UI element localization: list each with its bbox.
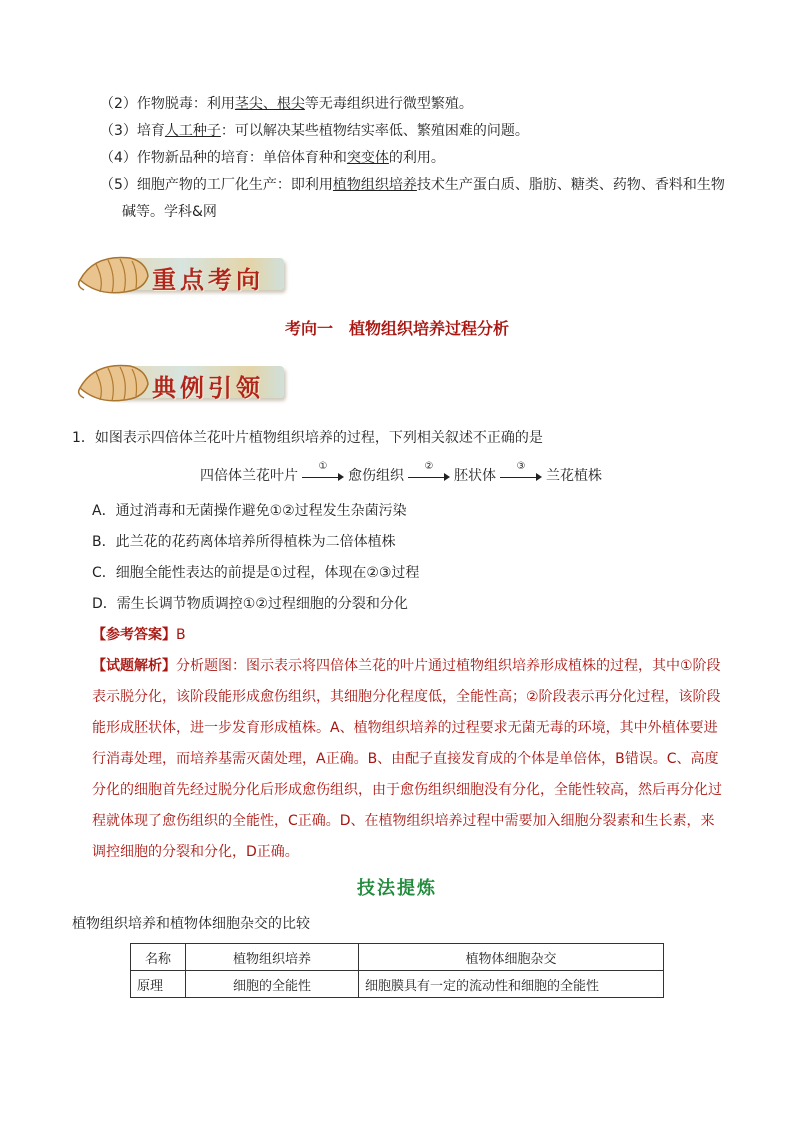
arrow-label: ② <box>424 461 434 472</box>
text: （4）作物新品种的培育：单倍体育种和 <box>100 150 347 166</box>
analysis-label: 【试题解析】 <box>92 658 176 674</box>
table-header-cell: 植物组织培养 <box>186 944 359 971</box>
option-a: A．通过消毒和无菌操作避免①②过程发生杂菌污染 <box>92 503 407 519</box>
table-cell: 原理 <box>131 971 186 998</box>
analysis-text: 分析题图：图示表示将四倍体兰花的叶片通过植物组织培养形成植株的过程，其中①阶段 <box>176 658 721 674</box>
reference-answer <box>92 625 186 645</box>
analysis-line: 能形成胚状体，进一步发育形成植株。A、植物组织培养的过程要求无菌无毒的环境，其中外植体要进 <box>92 720 718 736</box>
technique-title: 技法提炼 <box>357 878 437 899</box>
intro-line-3 <box>100 121 529 141</box>
flow-arrow-1 <box>302 461 344 485</box>
comparison-table <box>130 943 664 998</box>
banner-title: 典例引领 <box>152 373 264 402</box>
text: 技术生产蛋白质、脂肪、糖类、药物、香料和生物 <box>416 177 725 193</box>
analysis-line: 调控细胞的分裂和分化，D正确。 <box>92 844 299 860</box>
banner-title: 重点考向 <box>152 265 264 294</box>
text: 的利用。 <box>388 150 445 166</box>
intro-line-5 <box>100 175 725 195</box>
intro-line-5-cont: 碱等。学科&网 <box>122 204 217 220</box>
table-row <box>131 971 664 998</box>
flow-stage-1: 四倍体兰花叶片 <box>200 468 298 484</box>
table-caption: 植物组织培养和植物体细胞杂交的比较 <box>72 916 310 932</box>
option-b: B．此兰花的花药离体培养所得植株为二倍体植株 <box>92 534 396 550</box>
flow-stage-2: 愈伤组织 <box>348 468 404 484</box>
answer-value: B <box>176 627 186 643</box>
flow-stage-4: 兰花植株 <box>546 468 602 484</box>
table-cell: 细胞的全能性 <box>186 971 359 998</box>
underlined-term: 突变体 <box>346 150 389 166</box>
flow-stage-3: 胚状体 <box>454 468 496 484</box>
text: ：可以解决某些植物结实率低、繁殖困难的问题。 <box>220 123 529 139</box>
answer-label: 【参考答案】 <box>92 627 176 643</box>
text: （5）细胞产物的工厂化生产：即利用 <box>100 177 333 193</box>
flow-arrow-3 <box>500 461 542 485</box>
banner-typical-example <box>74 358 288 404</box>
intro-line-4 <box>100 148 445 168</box>
underlined-term: 人工种子 <box>164 123 221 139</box>
conch-shell-icon <box>74 250 154 298</box>
table-header-row <box>131 944 664 971</box>
underlined-term: 茎尖、根尖 <box>234 96 305 112</box>
conch-shell-icon <box>74 358 154 406</box>
text: 等无毒组织进行微型繁殖。 <box>304 96 473 112</box>
table-header-cell: 植物体细胞杂交 <box>359 944 664 971</box>
text: （2）作物脱毒：利用 <box>100 96 235 112</box>
analysis-line: 程就体现了愈伤组织的全能性，C正确。D、在植物组织培养过程中需要加入细胞分裂素和生长素，来 <box>92 813 715 829</box>
analysis-line: 行消毒处理，而培养基需灭菌处理，A正确。B、由配子直接发育成的个体是单倍体，B错误。C、高度 <box>92 751 719 767</box>
culture-flow-diagram <box>200 461 602 485</box>
banner-key-directions <box>74 250 288 296</box>
option-c: C．细胞全能性表达的前提是①过程，体现在②③过程 <box>92 565 420 581</box>
underlined-term: 植物组织培养 <box>332 177 417 193</box>
table-header-cell: 名称 <box>131 944 186 971</box>
question-stem: 1．如图表示四倍体兰花叶片植物组织培养的过程，下列相关叙述不正确的是 <box>72 430 543 446</box>
text: （3）培育 <box>100 123 165 139</box>
flow-arrow-2 <box>408 461 450 485</box>
analysis-line-1 <box>92 656 721 676</box>
option-d: D．需生长调节物质调控①②过程细胞的分裂和分化 <box>92 596 408 612</box>
arrow-label: ① <box>318 461 328 472</box>
analysis-line: 分化的细胞首先经过脱分化后形成愈伤组织，由于愈伤组织细胞没有分化，全能性较高，然后再分化过 <box>92 782 722 798</box>
table-cell: 细胞膜具有一定的流动性和细胞的全能性 <box>359 971 664 998</box>
intro-line-2 <box>100 94 473 114</box>
arrow-label: ③ <box>516 461 526 472</box>
section-title: 考向一 植物组织培养过程分析 <box>284 319 509 338</box>
analysis-line: 表示脱分化，该阶段能形成愈伤组织，其细胞分化程度低，全能性高；②阶段表示再分化过程，该阶段 <box>92 689 721 705</box>
